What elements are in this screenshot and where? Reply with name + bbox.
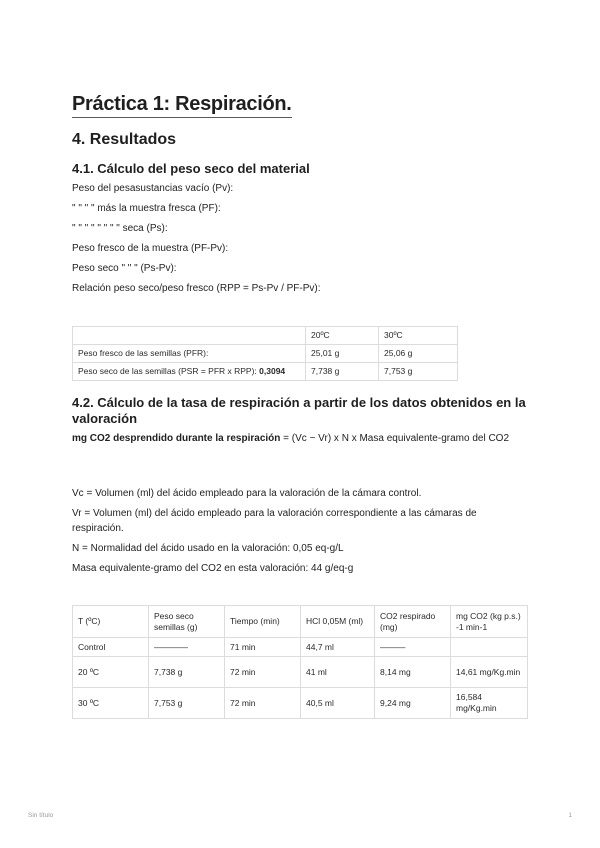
subsection-heading-peso-seco: 4.1. Cálculo del peso seco del material (72, 161, 310, 176)
table-header-row (73, 606, 528, 638)
definition-vc: Vc = Volumen (ml) del ácido empleado para la valoración de la cámara control. (72, 488, 422, 499)
table-row (73, 345, 458, 363)
table-cell: 7,738 g (149, 657, 225, 688)
text-line-ps: " " " " " " " " seca (Ps): (72, 223, 168, 234)
table-cell: 16,584 mg/Kg.min (451, 688, 528, 719)
table-cell: Control (73, 638, 149, 657)
table-header-cell: Tiempo (min) (225, 606, 301, 638)
table-cell: 7,753 g (149, 688, 225, 719)
table-header-cell: HCl 0,05M (ml) (301, 606, 375, 638)
table-header-cell: T (ºC) (73, 606, 149, 638)
table-row (73, 688, 528, 719)
table-cell: 14,61 mg/Kg.min (451, 657, 528, 688)
page-title: Práctica 1: Respiración. (72, 92, 292, 118)
dry-weight-table (72, 326, 458, 381)
table-header-cell: mg CO2 (kg p.s.) -1 min-1 (451, 606, 528, 638)
table-cell: 25,01 g (306, 345, 379, 363)
text-line-pf: " " " " más la muestra fresca (PF): (72, 203, 221, 214)
table-cell: 71 min (225, 638, 301, 657)
table-cell: 9,24 mg (375, 688, 451, 719)
respiration-table (72, 605, 528, 719)
table-cell: 30 ºC (73, 688, 149, 719)
table-header-cell: CO2 respirado (mg) (375, 606, 451, 638)
table-cell: 20 ºC (73, 657, 149, 688)
definition-n: N = Normalidad del ácido usado en la valoración: 0,05 eq-g/L (72, 543, 344, 554)
table-cell: 72 min (225, 657, 301, 688)
text-line-rpp: Relación peso seco/peso fresco (RPP = Ps-Pv / PF-Pv): (72, 283, 321, 294)
table-cell-label: Peso seco de las semillas (PSR = PFR x RPP): 0,3094 (73, 363, 306, 381)
table-header-cell (73, 327, 306, 345)
table-cell: 40,5 ml (301, 688, 375, 719)
table-cell: 7,738 g (306, 363, 379, 381)
text-line-pf-pv: Peso fresco de la muestra (PF-Pv): (72, 243, 229, 254)
footer-document-name: Sin título (28, 812, 54, 819)
footer-page-number: 1 (568, 812, 572, 819)
definition-vr: Vr = Volumen (ml) del ácido empleado para la valoración correspondiente a las cámaras de respiración. (72, 508, 477, 534)
table-cell-label: Peso fresco de las semillas (PFR): (73, 345, 306, 363)
table-cell: ———— (149, 638, 225, 657)
table-row (73, 638, 528, 657)
table-cell: 25,06 g (379, 345, 458, 363)
text-line-pv: Peso del pesasustancias vacío (Pv): (72, 183, 234, 194)
table-row (73, 363, 458, 381)
table-header-cell: Peso seco semillas (g) (149, 606, 225, 638)
table-cell: 8,14 mg (375, 657, 451, 688)
table-row (73, 657, 528, 688)
text-line-ps-pv: Peso seco " " " (Ps-Pv): (72, 263, 177, 274)
table-cell: ——— (375, 638, 451, 657)
formula-text: mg CO2 desprendido durante la respiración = (Vc − Vr) x N x Masa equivalente-gramo del CO2 (72, 433, 509, 444)
table-cell: 41 ml (301, 657, 375, 688)
subsection-heading-tasa-respiracion: 4.2. Cálculo de la tasa de respiración a partir de los datos obtenidos en la valoración (72, 395, 526, 426)
table-cell (451, 638, 528, 657)
table-header-cell: 20ºC (306, 327, 379, 345)
table-cell: 72 min (225, 688, 301, 719)
table-header-cell: 30ºC (379, 327, 458, 345)
table-cell: 7,753 g (379, 363, 458, 381)
table-cell: 44,7 ml (301, 638, 375, 657)
section-heading-resultados: 4. Resultados (72, 131, 177, 148)
definition-masa-eq: Masa equivalente-gramo del CO2 en esta valoración: 44 g/eq-g (72, 563, 354, 574)
table-header-row (73, 327, 458, 345)
